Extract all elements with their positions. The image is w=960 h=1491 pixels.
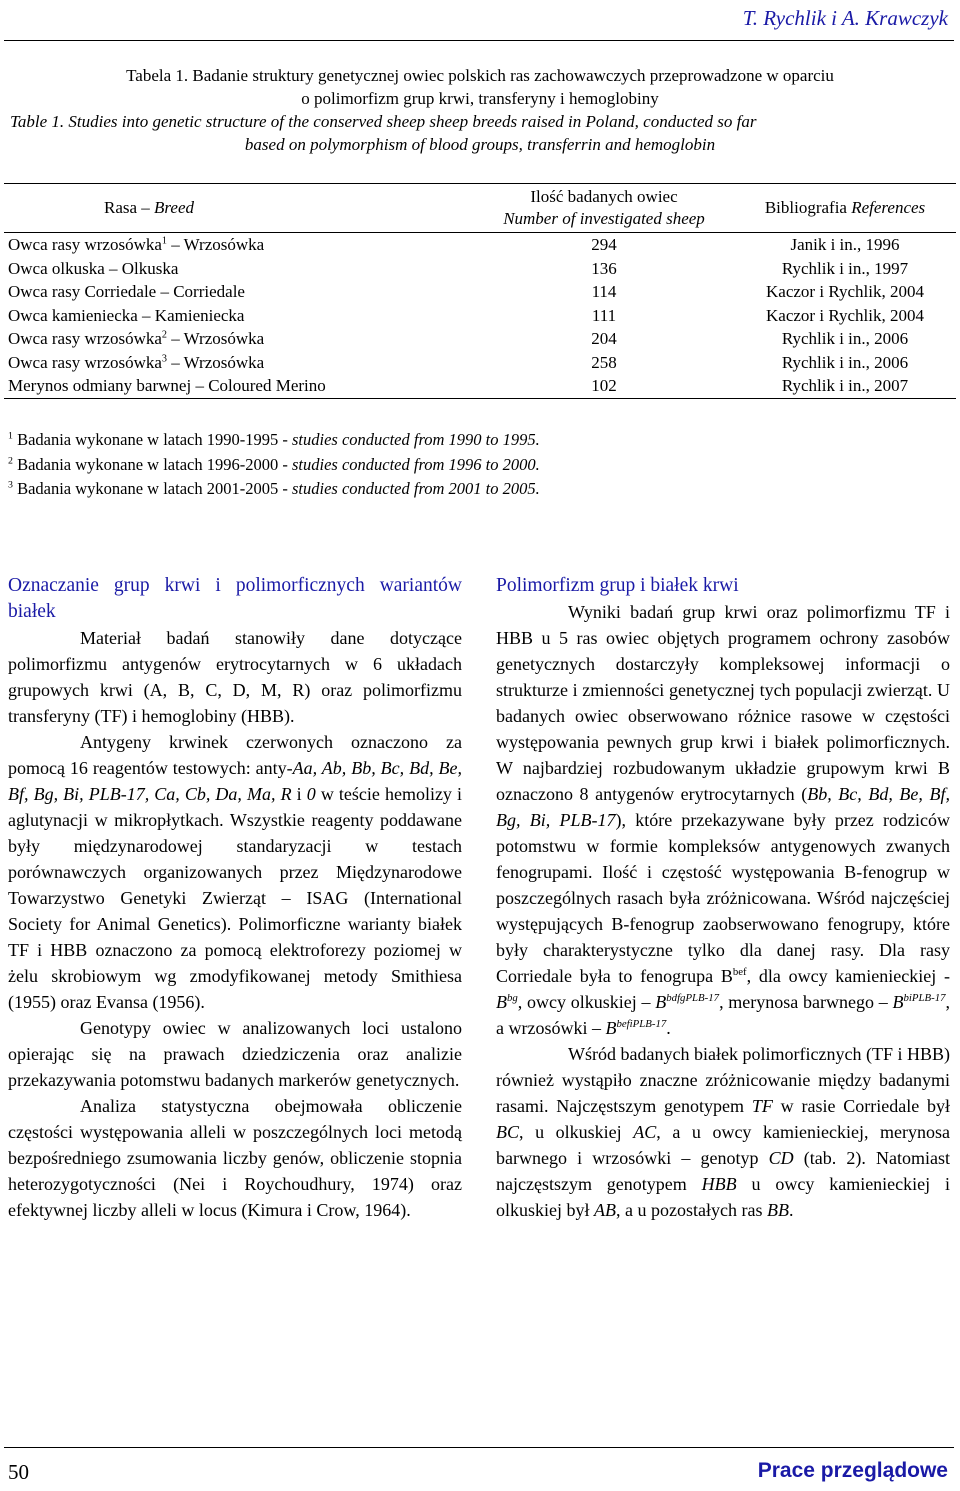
reference-cell: Kaczor i Rychlik, 2004 [766,282,924,301]
reference-cell: Rychlik i in., 2006 [781,329,909,348]
breed-cell: Owca kamieniecka – Kamieniecka [8,305,245,325]
breed-cell: Owca olkuska – Olkuska [8,258,179,278]
table-row [4,233,956,257]
count-cell: 114 [591,282,617,301]
table-row [4,351,956,375]
paragraph: Analiza statystyczna obejmowała obliczenie częstości występowania alleli w poszczególnych loci metodą bezpośredniego zsumowania liczby genów, obliczenie stopnia heterozygotyczności (Nei i Roychoudhury, 1974) oraz efektywnej liczby alleli w locus (Kimura i Crow, 1964). [8,1096,462,1220]
count-cell: 294 [591,235,617,254]
reference-cell: Kaczor i Rychlik, 2004 [766,305,924,325]
count-cell: 111 [591,305,617,325]
header-breed: Rasa – Breed [4,184,474,233]
footnote: $^2$ Badania wykonane w latach 1996-2000 - studies conducted from 1996 to 2000. [8,454,540,474]
count-cell: 102 [474,374,734,398]
table-row [4,327,956,351]
page-number: 50 [8,1460,29,1484]
running-head: T. Rychlik i A. Krawczyk [742,6,948,30]
table-row [4,257,956,281]
table-footnotes [8,428,540,502]
count-cell: 136 [591,258,617,278]
breed-cell: Owca rasy wrzosówka$^1$ – Wrzosówka [8,235,265,254]
table-caption [10,64,950,156]
footnote: $^1$ Badania wykonane w latach 1990-1995 - studies conducted from 1990 to 1995. [8,430,540,449]
reference-cell: Rychlik i in., 2006 [781,352,909,372]
table-row [4,304,956,328]
breeds-table [4,183,956,399]
paragraph: Wyniki badań grup krwi oraz polimorfizmu TF i HBB u 5 ras owiec objętych programem ochrony zasobów genetycznych dostarczyły kompleksowej informacji o strukturze i zmienności genetycznej tych populacji zwierząt. U badanych owiec obserwowano różnice rasowe w częstości występowania pewnych grup krwi i białek polimorficznych. W najbardziej rozbudowanym układzie grupowym krwi B oznaczono 8 antygenów erytrocytarnych (Bb, Bc, Bd, Be, Bf, Bg, Bi, PLB-17), które przekazywane były przez rodziców potomstwu w formie kompleksów antygenowych zwanych fenogrupami. Ilość i częstość występowania B-fenogrup w poszczególnych rasach była zróżnicowana. Wśród najczęściej występujących B-fenogrup zaobserwowano fenogrupy, które były charakterystyczne tylko dla danej rasy. Dla rasy Corriedale była to fenogrupa $B^{bef}$, dla owcy kamienieckiej - $B^{bg}$, owcy olkuskiej – $B^{bdfgPLB-17}$, merynosa barwnego – $B^{biPLB-17}$, a wrzosówki – $B^{befiPLB-17}$. [496,602,950,1038]
footnote: $^3$ Badania wykonane w latach 2001-2005 - studies conducted from 2001 to 2005. [8,479,540,498]
right-section-title: Polimorfizm grup i białek krwi [496,575,739,596]
left-column [8,573,462,1223]
caption-en-line-2: based on polymorphism of blood groups, transferrin and hemoglobin [244,135,716,154]
footer-rule [4,1447,954,1448]
journal-section-label: Prace przeglądowe [757,1459,948,1482]
paragraph: Wśród badanych białek polimorficznych (TF i HBB) również wystąpiło znaczne zróżnicowanie między badanymi rasami. Najczęstszym genotypem TF w rasie Corriedale był BC, u olkuskiej AC, a u owcy kamienieckiej, merynosa barwnego i wrzosówki – genotyp CD (tab. 2). Natomiast najczęstszym genotypem HBB u owcy kamienieckiej i olkuskiej był AB, a u pozostałych ras BB. [496,1044,951,1220]
reference-cell: Janik i in., 1996 [790,235,900,254]
table-row [4,374,956,398]
caption-en-line-1: Table 1. Studies into genetic structure of the conserved sheep sheep breeds raised in Poland, conducted so far [10,112,757,131]
paragraph: Materiał badań stanowiły dane dotyczące polimorfizmu antygenów erytrocytarnych w 6 układach grupowych krwi (A, B, C, D, M, R) oraz polimorfizmu transferyny (TF) i hemoglobiny (HBB). [8,628,462,726]
table-row [4,280,956,304]
caption-pl-line-2: o polimorfizm grup krwi, transferyny i hemoglobiny [301,89,659,108]
breed-cell: Owca rasy wrzosówka$^2$ – Wrzosówka [8,329,265,348]
header-rule [4,40,954,41]
reference-cell: Rychlik i in., 2007 [734,374,956,398]
right-column [496,573,950,1223]
header-count: Ilość badanych owiec Number of investigated sheep [474,184,734,233]
reference-cell: Rychlik i in., 1997 [781,258,909,278]
count-cell: 204 [591,329,617,348]
left-section-title: Oznaczanie grup krwi i polimorficznych wariantów białek [8,575,462,622]
breed-cell: Owca rasy Corriedale – Corriedale [8,282,245,301]
caption-pl-line-1: Tabela 1. Badanie struktury genetycznej owiec polskich ras zachowawczych przeprowadzone w oparciu [126,66,834,85]
paragraph: Genotypy owiec w analizowanych loci ustalono opierając się na prawach dziedziczenia oraz analizie przekazywania potomstwu badanych markerów genetycznych. [8,1018,462,1090]
count-cell: 258 [591,352,617,372]
header-references: Bibliografia References [734,184,956,233]
paragraph: Antygeny krwinek czerwonych oznaczono za pomocą 16 reagentów testowych: anty-Aa, Ab, Bb, Bc, Bd, Be, Bf, Bg, Bi, PLB-17, Ca, Cb, Da, Ma, R i 0 w teście hemolizy i aglutynacji w mikropłytkach. Wszystkie reagenty poddawane były międzynarodowej standaryzacji w testach porównawczych organizowanych przez Międzynarodowe Towarzystwo Genetyki Zwierząt – ISAG (International Society for Animal Genetics). Polimorficzne warianty białek TF i HBB oznaczono za pomocą elektroforezy poziomej w żelu skrobiowym wg zmodyfikowanej metody Smithiesa (1955) oraz Evansa (1956). [8,732,463,1012]
table-header-row [4,184,956,233]
breed-cell: Owca rasy wrzosówka$^3$ – Wrzosówka [8,352,265,372]
breed-cell: Merynos odmiany barwnej – Coloured Merino [4,374,474,398]
